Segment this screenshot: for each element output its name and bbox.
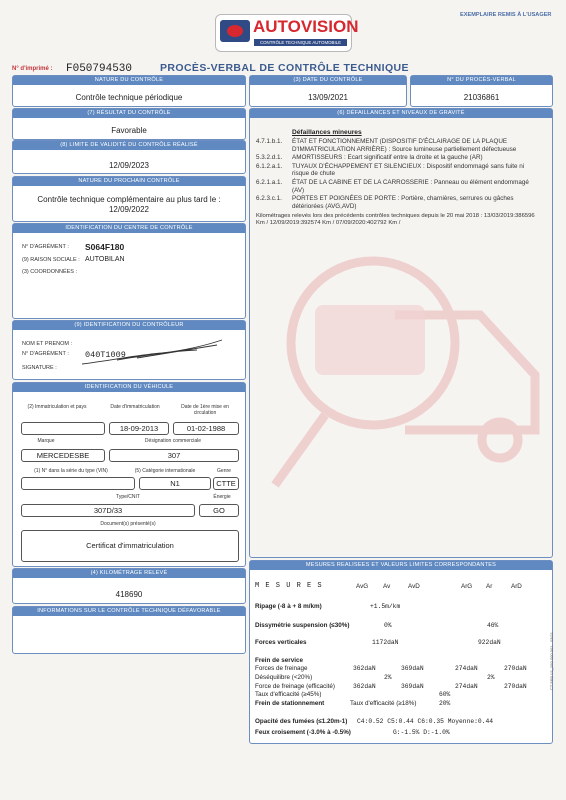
ripage-label: Ripage (-8 à + 8 m/km) bbox=[255, 603, 322, 610]
col-arg: ArG bbox=[461, 583, 473, 590]
info-defavorable-header: INFORMATIONS SUR LE CONTRÔLE TECHNIQUE DÉFAVORABLE bbox=[13, 607, 245, 616]
genre-label: Genre bbox=[217, 468, 231, 474]
signature-scribble bbox=[77, 331, 227, 371]
dissymetrie-ar: 46% bbox=[487, 622, 499, 629]
date-controle-value: 13/09/2021 bbox=[307, 93, 349, 102]
ffe-avg: 362daN bbox=[353, 683, 376, 690]
desequilibre-av: 2% bbox=[384, 674, 392, 681]
logo-text: AUTOVISION bbox=[253, 17, 359, 36]
date-controle-header: (3) DATE DU CONTRÔLE bbox=[250, 76, 406, 85]
limite-validite-header: (8) LIMITE DE VALIDITÉ DU CONTRÔLE RÉALISÉ bbox=[13, 141, 245, 150]
nature-controle-header: NATURE DU CONTRÔLE bbox=[13, 76, 245, 85]
ffe-arg: 274daN bbox=[455, 683, 478, 690]
categorie-field: N1 bbox=[139, 477, 211, 490]
logo-subtitle: CONTRÔLE TECHNIQUE AUTOMOBILE bbox=[254, 39, 347, 46]
opacite-label: Opacité des fumées (≤1.20m-1) bbox=[255, 718, 348, 725]
document-title: PROCÈS-VERBAL DE CONTRÔLE TECHNIQUE bbox=[160, 62, 409, 74]
defaillance-item: 6.2.1.a.1. ÉTAT DE LA CABINE ET DE LA CARROSSERIE : Panneau ou élément endommagé (AV) bbox=[256, 178, 529, 194]
signature-label: SIGNATURE : bbox=[22, 365, 57, 371]
prochain-controle-box bbox=[12, 176, 246, 222]
desequilibre-label: Déséquilibre (<20%) bbox=[255, 674, 313, 681]
limite-validite-value: 12/09/2023 bbox=[108, 161, 150, 170]
stationnement-taux-label: Taux d'efficacité (≥18%) bbox=[350, 700, 417, 707]
taux-efficacite-value: 60% bbox=[439, 691, 451, 698]
print-number: F050794530 bbox=[66, 63, 133, 75]
frein-stationnement-label: Frein de stationnement bbox=[255, 700, 325, 707]
vin-field bbox=[21, 477, 135, 490]
frein-service-label: Frein de service bbox=[255, 657, 303, 664]
opacite-value: C4:0.52 C5:0.44 C6:0.35 Moyenne:0.44 bbox=[357, 718, 494, 725]
energie-field: GO bbox=[199, 504, 239, 517]
designation-label: Désignation commerciale bbox=[144, 438, 202, 444]
controleur-agrement-label: N° D'AGRÉMENT : bbox=[22, 351, 69, 357]
categorie-label: (5) Catégorie internationale bbox=[134, 468, 196, 474]
col-avd: AvD bbox=[408, 583, 420, 590]
date-first-label: Date de 1ère mise en circulation bbox=[181, 404, 229, 416]
prochain-controle-header: NATURE DU PROCHAIN CONTRÔLE bbox=[13, 177, 245, 186]
coordonnees-label: (3) COORDONNÉES : bbox=[22, 269, 78, 275]
ffe-avd: 369daN bbox=[401, 683, 424, 690]
force-efficacite-label: Force de freinage (efficacité) bbox=[255, 683, 336, 690]
forces-verticales-av: 1172daN bbox=[372, 639, 399, 646]
kilometrage-box bbox=[12, 568, 246, 604]
col-avg: AvG bbox=[356, 583, 369, 590]
nature-controle-box bbox=[12, 75, 246, 107]
controleur-header: (9) IDENTIFICATION DU CONTRÔLEUR bbox=[13, 321, 245, 330]
resultat-box bbox=[12, 108, 246, 140]
raison-sociale-value: AUTOBILAN bbox=[85, 256, 125, 263]
ff-avd: 369daN bbox=[401, 665, 424, 672]
stationnement-taux-value: 20% bbox=[439, 700, 451, 707]
pv-number-value: 21036861 bbox=[463, 93, 500, 102]
ff-avg: 362daN bbox=[353, 665, 376, 672]
pv-number-box bbox=[410, 75, 553, 107]
form-reference: CT FR0 V1_050 000 001 - 03/21 bbox=[549, 632, 554, 690]
mesures-title: M E S U R E S bbox=[255, 582, 323, 590]
raison-sociale-label: (9) RAISON SOCIALE : bbox=[22, 257, 80, 263]
centre-controle-box bbox=[12, 223, 246, 319]
date-controle-box bbox=[249, 75, 407, 107]
marque-label: Marque bbox=[37, 438, 55, 444]
controleur-agrement-value: 040T1009 bbox=[85, 350, 126, 360]
defaillance-item: 6.1.2.a.1. TUYAUX D'ÉCHAPPEMENT ET SILENCIEUX : Dispositif endommagé sans fuite ni risque de chute bbox=[256, 162, 525, 178]
forces-verticales-label: Forces verticales bbox=[255, 639, 307, 646]
defaillances-title: Défaillances mineures bbox=[292, 129, 362, 136]
info-defavorable-box bbox=[12, 606, 246, 654]
defaillances-list bbox=[256, 138, 548, 227]
feux-croisement-label: Feux croisement (-3.0% à -0.5%) bbox=[255, 729, 351, 736]
type-label: Type/CNIT bbox=[116, 494, 140, 500]
defaillance-item: 4.7.1.b.1. ÉTAT ET FONCTIONNEMENT (DISPOSITIF D'ÉCLAIRAGE DE LA PLAQUE D'IMMATRICULATION ARRIÈRE) : Source lumineuse partiellement défectueuse bbox=[256, 138, 517, 153]
type-field: 307D/33 bbox=[21, 504, 195, 517]
kilometrage-value: 418690 bbox=[115, 590, 143, 599]
dissymetrie-av: 0% bbox=[384, 622, 392, 629]
documents-label: Document(s) présenté(s) bbox=[100, 521, 156, 527]
immat-field bbox=[21, 422, 105, 435]
defaillance-item: 5.3.2.d.1. AMORTISSEURS : Ecart significatif entre la droite et la gauche (AR) bbox=[256, 154, 483, 162]
energie-label: Énergie bbox=[213, 494, 231, 500]
taux-efficacite-label: Taux d'efficacité (≥45%) bbox=[255, 691, 322, 698]
dissymetrie-label: Dissymétrie suspension (≤30%) bbox=[255, 622, 350, 629]
date-immat-field: 18-09-2013 bbox=[109, 422, 169, 435]
date-immat-label: Date d'immatriculation bbox=[110, 404, 160, 410]
controleur-box bbox=[12, 320, 246, 380]
ffe-ard: 270daN bbox=[504, 683, 527, 690]
nature-controle-value: Contrôle technique périodique bbox=[75, 93, 183, 102]
col-ard: ArD bbox=[511, 583, 522, 590]
centre-agrement-label: N° D'AGRÉMENT : bbox=[22, 244, 69, 250]
km-history-note: Kilométrages relevés lors des précédents contrôles techniques depuis le 20 mai 2018 : 13/03/2019:386596 Km / 12/09/2019:392574 Km / 07/09/2020:402792 Km / bbox=[256, 213, 535, 227]
feux-croisement-value: G:-1.5% D:-1.0% bbox=[393, 729, 450, 736]
ff-ard: 270daN bbox=[504, 665, 527, 672]
marque-field: MERCEDESBE bbox=[21, 449, 105, 462]
designation-field: 307 bbox=[109, 449, 239, 462]
print-number-label: N° d'imprimé : bbox=[12, 66, 53, 72]
vehicule-box bbox=[12, 382, 246, 567]
centre-agrement-value: S064F180 bbox=[85, 242, 125, 252]
pv-number-header: N° DU PROCÈS-VERBAL bbox=[411, 76, 552, 85]
documents-field: Certificat d'immatriculation bbox=[21, 530, 239, 562]
col-av: Av bbox=[383, 583, 391, 590]
defaillances-box bbox=[249, 108, 553, 558]
date-first-field: 01-02-1988 bbox=[173, 422, 239, 435]
vehicule-header: IDENTIFICATION DU VÉHICULE bbox=[13, 383, 245, 392]
controleur-nom-label: NOM ET PRENOM : bbox=[22, 341, 73, 347]
copy-note: EXEMPLAIRE REMIS À L'USAGER bbox=[460, 12, 552, 18]
forces-freinage-label: Forces de freinage bbox=[255, 665, 308, 672]
genre-field: CTTE bbox=[213, 477, 239, 490]
desequilibre-ar: 2% bbox=[487, 674, 495, 681]
forces-verticales-ar: 922daN bbox=[478, 639, 501, 646]
centre-header: IDENTIFICATION DU CENTRE DE CONTRÔLE bbox=[13, 224, 245, 233]
immat-label: (2) Immatriculation et pays bbox=[27, 404, 87, 410]
ff-arg: 274daN bbox=[455, 665, 478, 672]
limite-validite-box bbox=[12, 140, 246, 174]
resultat-header: (7) RÉSULTAT DU CONTRÔLE bbox=[13, 109, 245, 118]
resultat-value: Favorable bbox=[111, 126, 147, 135]
prochain-controle-value: Contrôle technique complémentaire au plus tard le : 12/09/2022 bbox=[37, 195, 221, 214]
mesures-header: MESURES REALISEES ET VALEURS LIMITES CORRESPONDANTES bbox=[250, 561, 552, 570]
logo-badge-icon bbox=[220, 20, 250, 42]
defaillance-item: 6.2.3.c.1. PORTES ET POIGNÉES DE PORTE : Portière, charnières, serrures ou gâches détériorées (AVG,AVD) bbox=[256, 195, 514, 210]
vin-label: (1) N° dans la série du type (VIN) bbox=[34, 468, 108, 474]
autovision-logo bbox=[215, 14, 359, 52]
defaillances-header: (6) DÉFAILLANCES ET NIVEAUX DE GRAVITÉ bbox=[250, 109, 552, 118]
kilometrage-header: (4) KILOMÉTRAGE RELEVÉ bbox=[13, 569, 245, 578]
col-ar: Ar bbox=[486, 583, 493, 590]
ripage-value: +1.5m/km bbox=[370, 603, 401, 610]
